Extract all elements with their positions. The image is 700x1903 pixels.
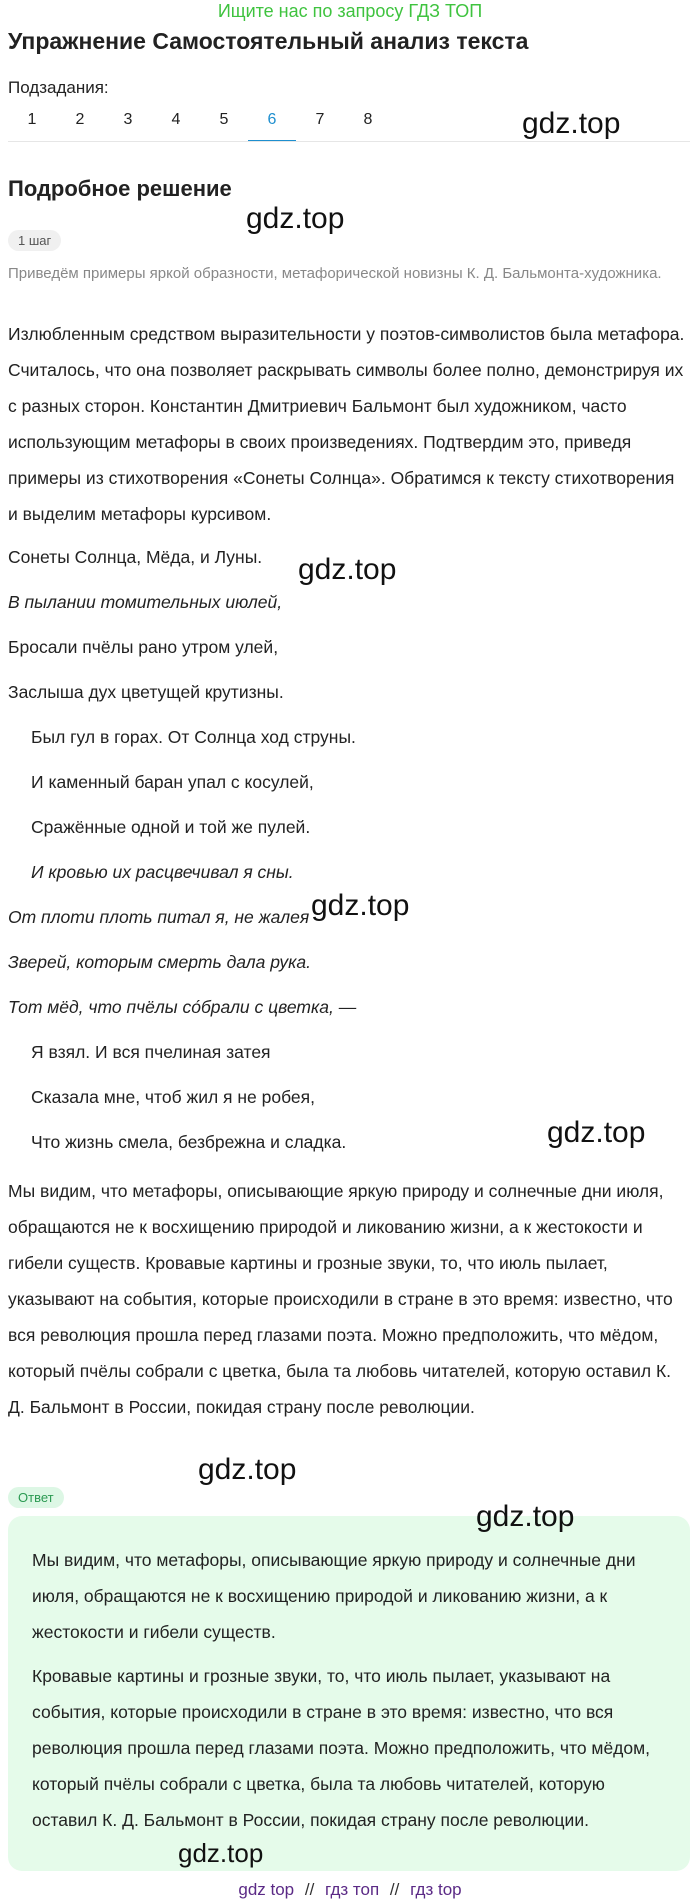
watermark: gdz.top <box>198 1453 297 1486</box>
footer-separator: // <box>389 1880 400 1899</box>
watermark: gdz.top <box>547 1116 646 1149</box>
subtask-tab-3[interactable]: 3 <box>123 111 133 128</box>
answer-box <box>8 1516 690 1871</box>
subtasks-label: Подзадания: <box>8 78 109 97</box>
page-title: Упражнение Самостоятельный анализ текста <box>8 28 529 54</box>
answer-badge: Ответ <box>8 1487 64 1508</box>
task-description: Приведём примеры яркой образности, метафорической новизны К. Д. Бальмонта-художника. <box>8 265 662 282</box>
poem-line: Бросали пчёлы рано утром улей, <box>8 637 279 657</box>
solution-heading: Подробное решение <box>8 176 232 201</box>
watermark: gdz.top <box>311 889 410 922</box>
step-badge: 1 шаг <box>8 230 61 251</box>
subtask-tab-8[interactable]: 8 <box>363 111 373 128</box>
poem-line: От плоти плоть питал я, не жалея <box>8 907 310 927</box>
answer-paragraph: Мы видим, что метафоры, описывающие яркую природу и солнечные дни июля, обращаются не к восхищению природой и ликованию жизни, а к жестокости и гибели существ. <box>32 1550 636 1642</box>
poem-line: И каменный баран упал с косулей, <box>31 772 314 792</box>
poem-line: Был гул в горах. От Солнца ход струны. <box>31 727 356 747</box>
footer-separator: // <box>304 1880 315 1899</box>
poem-line: Сказала мне, чтоб жил я не робея, <box>31 1087 315 1107</box>
poem-line: Зверей, которым смерть дала рука. <box>8 952 312 972</box>
poem-line: Заслыша дух цветущей крутизны. <box>8 682 284 702</box>
watermark: gdz.top <box>476 1500 575 1533</box>
watermark: gdz.top <box>178 1838 264 1868</box>
subtask-tab-2[interactable]: 2 <box>75 111 85 128</box>
poem-line: Сражённые одной и той же пулей. <box>31 817 311 837</box>
footer-link-gdz-top-ru[interactable]: гдз топ <box>325 1880 380 1899</box>
watermark: gdz.top <box>298 553 397 586</box>
footer-link-gdz-top-mixed[interactable]: гдз top <box>410 1880 462 1899</box>
poem-line: Что жизнь смела, безбрежна и сладка. <box>31 1132 347 1152</box>
search-banner[interactable]: Ищите нас по запросу ГДЗ ТОП <box>217 1 483 21</box>
subtask-tabs <box>8 106 392 142</box>
subtask-tab-7[interactable]: 7 <box>315 111 325 128</box>
subtask-tab-4[interactable]: 4 <box>171 111 181 128</box>
tabs-divider <box>8 141 690 142</box>
watermark: gdz.top <box>246 202 345 235</box>
poem-line: Сонеты Солнца, Мёда, и Луны. <box>8 547 263 567</box>
footer-link-gdz-top[interactable]: gdz top <box>238 1880 295 1899</box>
subtask-tab-1[interactable]: 1 <box>27 111 37 128</box>
poem <box>8 544 688 1174</box>
watermark: gdz.top <box>522 107 621 140</box>
subtask-tab-5[interactable]: 5 <box>219 111 229 128</box>
solution-intro: Излюбленным средством выразительности у поэтов-символистов была метафора. Считалось, что она позволяет раскрывать символы более полно, демонстрируя их с разных сторон. Константин Дмитриевич Бальмонт был художником, часто использующим метафоры в своих произведениях. Подтвердим это, приведя примеры из стихотворения «Сонеты Солнца». Обратимся к тексту стихотворения и выделим метафоры курсивом. <box>8 324 685 524</box>
poem-line: В пылании томительных июлей, <box>8 592 283 612</box>
poem-line: Я взял. И вся пчелиная затея <box>31 1042 271 1062</box>
subtask-tab-6[interactable]: 6 <box>248 106 296 142</box>
answer-paragraph: Кровавые картины и грозные звуки, то, что июль пылает, указывают на события, которые происходили в стране в это время: известно, что вся революция прошла перед глазами поэта. Можно предположить, что мёдом, который пчёлы собрали с цветка, была та любовь читателей, которую оставил К. Д. Бальмонт в России, покидая страну после революции. <box>32 1666 651 1830</box>
poem-line: Тот мёд, что пчёлы со́брали с цветка, — <box>8 997 357 1017</box>
footer <box>0 1880 700 1900</box>
poem-line: И кровью их расцвечивал я сны. <box>31 862 294 882</box>
solution-analysis: Мы видим, что метафоры, описывающие яркую природу и солнечные дни июля, обращаются не к восхищению природой и ликованию жизни, а к жестокости и гибели существ. Кровавые картины и грозные звуки, то, что июль пылает, указывают на события, которые происходили в стране в это время: известно, что вся революция прошла перед глазами поэта. Можно предположить, что мёдом, который пчёлы собрали с цветка, была та любовь читателей, которую оставил К. Д. Бальмонт в России, покидая страну после революции. <box>8 1181 673 1417</box>
